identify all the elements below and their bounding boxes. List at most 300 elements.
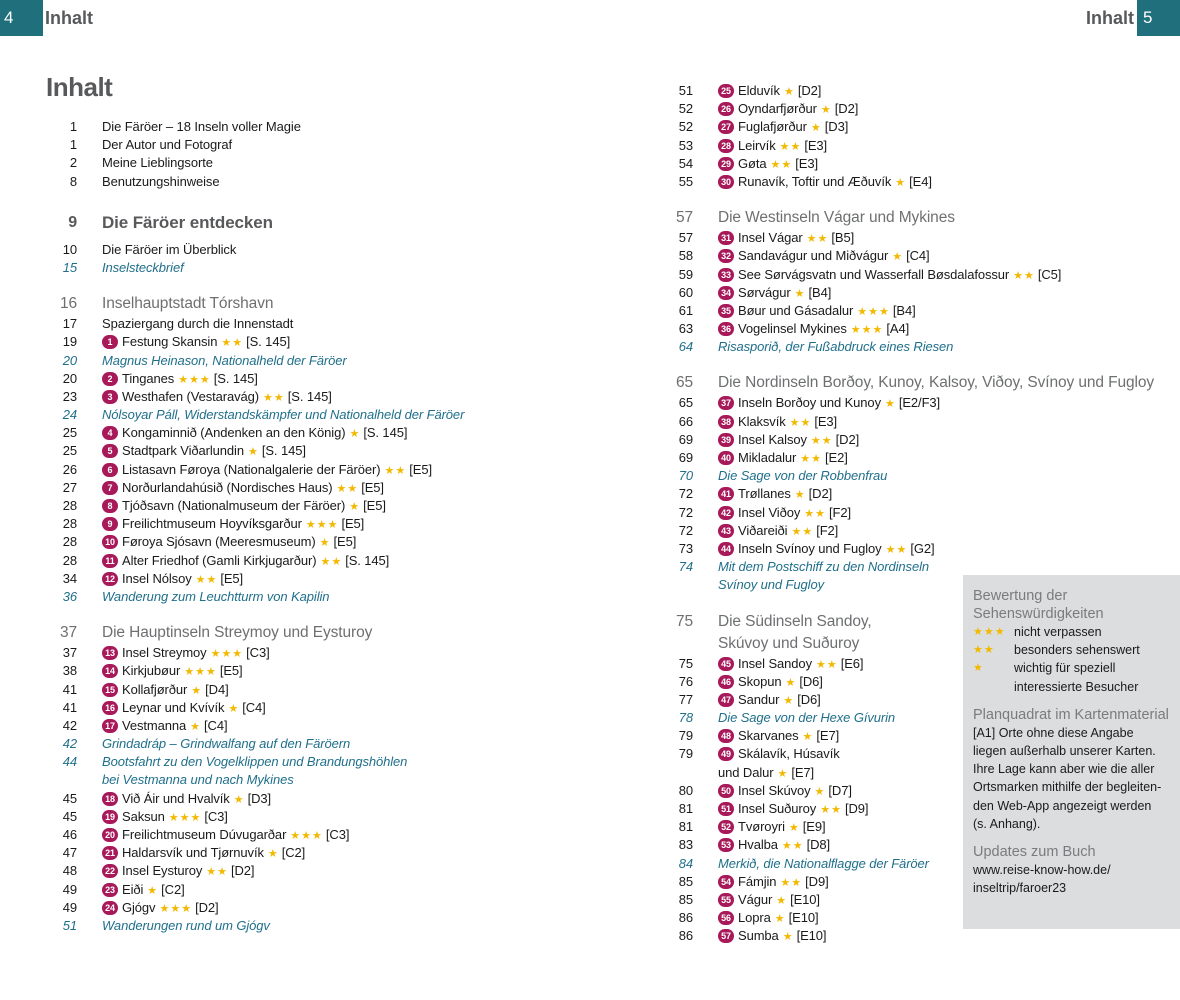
rating-legend-label: besonders sehenswert bbox=[1014, 643, 1140, 658]
toc-entry-title: Tvøroyri bbox=[738, 819, 785, 835]
toc-entry-title: Gjógv bbox=[122, 899, 156, 915]
rating-stars-icon: ★★ bbox=[789, 416, 812, 429]
toc-entry bbox=[662, 302, 1122, 320]
map-grid-reference: [E9] bbox=[802, 819, 826, 835]
left-header-label: Inhalt bbox=[45, 8, 93, 28]
rating-stars-icon: ★ bbox=[777, 767, 789, 780]
toc-entry-title: Vogelinsel Mykines bbox=[738, 321, 847, 337]
toc-page-number: 58 bbox=[678, 248, 693, 264]
toc-entry-text bbox=[102, 424, 407, 443]
grid-legend-line: (s. Anhang). bbox=[973, 816, 1041, 831]
toc-entry bbox=[46, 497, 576, 515]
page-title: Inhalt bbox=[46, 72, 113, 102]
spacer bbox=[46, 277, 576, 293]
toc-page-number: 27 bbox=[62, 479, 77, 495]
rating-stars-icon: ★★ bbox=[195, 573, 218, 586]
toc-entry-text bbox=[102, 862, 254, 881]
sight-number-badge: 27 bbox=[718, 120, 734, 134]
toc-page-number: 37 bbox=[59, 624, 77, 642]
toc-entry bbox=[662, 449, 1122, 467]
rating-stars-icon: ★ bbox=[783, 86, 795, 98]
toc-page-number: 81 bbox=[678, 801, 693, 816]
toc-entry bbox=[662, 413, 1122, 431]
right-page-number: 5 bbox=[1143, 8, 1153, 27]
toc-entry-title: Haldarsvík und Tjørnuvík bbox=[122, 845, 264, 861]
toc-entry-text bbox=[102, 352, 347, 370]
toc-entry-title: Bootsfahrt zu den Vogelklippen und Brandungshöhlen bbox=[102, 754, 408, 770]
toc-entry-text bbox=[718, 118, 848, 137]
toc-entry bbox=[662, 173, 1122, 191]
toc-page-number: 17 bbox=[62, 316, 77, 332]
toc-feature-entry bbox=[46, 406, 576, 424]
toc-page-number: 78 bbox=[678, 710, 693, 726]
toc-entry-title: Fuglafjørður bbox=[738, 119, 807, 135]
toc-entry-text bbox=[718, 485, 832, 504]
left-page-number: 4 bbox=[4, 8, 14, 27]
toc-entry bbox=[662, 927, 1122, 945]
toc-entry-title: Saksun bbox=[122, 808, 165, 824]
map-grid-reference: [D7] bbox=[828, 782, 852, 798]
toc-entry-text bbox=[102, 552, 389, 571]
map-grid-reference: [E5] bbox=[361, 479, 384, 495]
toc-page-number: 20 bbox=[62, 352, 77, 368]
toc-entry-text bbox=[102, 753, 407, 771]
map-grid-reference: [S. 145] bbox=[345, 552, 390, 568]
toc-page-number: 28 bbox=[62, 516, 77, 532]
rating-stars-icon: ★★★ bbox=[184, 666, 217, 679]
toc-entry-title: Svínoy und Fugloy bbox=[718, 577, 824, 593]
map-grid-reference: [B4] bbox=[892, 302, 916, 318]
rating-legend-label: interessierte Besucher bbox=[1014, 679, 1139, 694]
toc-entry-text bbox=[102, 211, 273, 235]
toc-page-number: 61 bbox=[678, 302, 693, 318]
toc-entry-text bbox=[102, 622, 372, 644]
map-grid-reference: [E10] bbox=[788, 910, 819, 926]
toc-page-number: 72 bbox=[678, 486, 693, 502]
toc-entry-text bbox=[718, 836, 830, 855]
updates-url-line: www.reise-know-how.de/ bbox=[973, 863, 1111, 878]
toc-entry bbox=[46, 808, 576, 826]
sight-number-badge: 35 bbox=[718, 304, 734, 318]
toc-entry bbox=[46, 790, 576, 808]
toc-page-number: 75 bbox=[675, 612, 693, 630]
sight-number-badge: 44 bbox=[718, 542, 734, 556]
toc-page-number: 53 bbox=[678, 137, 693, 153]
toc-entry-text bbox=[718, 431, 859, 450]
rating-legend-label: wichtig für speziell bbox=[1014, 661, 1116, 676]
sight-number-badge: 40 bbox=[718, 451, 734, 465]
sight-number-badge: 57 bbox=[718, 929, 734, 943]
toc-page-number: 49 bbox=[62, 881, 77, 897]
toc-entry bbox=[662, 100, 1122, 118]
toc-entry-title: Kongaminnið (Andenken an den König) bbox=[122, 425, 346, 441]
map-grid-reference: [S. 145] bbox=[363, 425, 408, 441]
map-grid-reference: [E3] bbox=[804, 137, 828, 153]
toc-page-number: 20 bbox=[62, 370, 77, 386]
updates-title: Updates zum Buch bbox=[973, 844, 1096, 861]
map-grid-reference: [C5] bbox=[1037, 266, 1062, 282]
toc-page-number: 52 bbox=[678, 101, 693, 117]
rating-stars-icon: ★★ bbox=[815, 658, 838, 671]
rating-stars-icon: ★ bbox=[820, 104, 832, 117]
toc-entry-title: Wanderungen rund um Gjógv bbox=[102, 917, 270, 933]
legend-box bbox=[963, 575, 1180, 929]
toc-page-number: 16 bbox=[59, 295, 77, 313]
toc-entry-text bbox=[718, 818, 825, 837]
toc-entry-title: Inselhauptstadt Tórshavn bbox=[102, 295, 274, 313]
toc-entry bbox=[46, 552, 576, 570]
toc-feature-entry bbox=[46, 771, 576, 789]
toc-entry-text bbox=[102, 333, 290, 352]
toc-entry-text bbox=[718, 540, 934, 559]
sight-number-badge: 39 bbox=[718, 433, 734, 447]
rating-stars-icon: ★★★ bbox=[857, 305, 890, 318]
grid-legend-line: Ihre Lage kann aber wie die aller bbox=[973, 762, 1155, 777]
sight-number-badge: 28 bbox=[718, 139, 734, 153]
toc-entry-text bbox=[718, 137, 827, 156]
rating-stars-icon: ★ bbox=[794, 287, 806, 300]
sight-number-badge: 1 bbox=[102, 335, 118, 349]
toc-chapter-heading bbox=[46, 211, 576, 235]
toc-entry-text bbox=[718, 873, 829, 892]
toc-entry-title: Trøllanes bbox=[738, 486, 791, 502]
toc-entry-text bbox=[718, 558, 929, 576]
grid-legend-line: Ortsmarken mithilfe der begleiten- bbox=[973, 780, 1162, 795]
rating-stars-icon: ★★ bbox=[336, 482, 359, 495]
toc-page-number: 59 bbox=[678, 266, 693, 282]
map-grid-reference: [E6] bbox=[840, 655, 864, 671]
sight-number-badge: 21 bbox=[102, 846, 118, 860]
rating-stars-icon: ★ bbox=[895, 176, 907, 189]
toc-entry-title: Leynar und Kvívík bbox=[122, 699, 225, 715]
toc-entry-text bbox=[102, 241, 236, 259]
rating-stars-icon: ★★★ bbox=[290, 830, 323, 842]
toc-entry-title: Sørvágur bbox=[738, 284, 791, 300]
toc-entry-title: Freilichtmuseum Hoyvíksgarður bbox=[122, 516, 302, 532]
toc-entry-title: Listasavn Føroya (Nationalgalerie der Färöer) bbox=[122, 461, 381, 477]
rating-stars-icon: ★ bbox=[785, 676, 797, 689]
toc-entry bbox=[46, 699, 576, 717]
toc-entry-title: Insel Kalsoy bbox=[738, 431, 807, 447]
toc-entry bbox=[662, 137, 1122, 155]
toc-entry-text bbox=[718, 100, 858, 119]
rating-stars-icon: ★ bbox=[810, 122, 822, 135]
toc-section-heading bbox=[662, 372, 1155, 394]
toc-entry-text bbox=[102, 461, 432, 480]
toc-entry-text bbox=[102, 442, 306, 461]
toc-entry-title: Merkið, die Nationalflagge der Färöer bbox=[718, 855, 929, 871]
toc-page-number: 1 bbox=[69, 137, 77, 153]
rating-stars-icon: ★ bbox=[190, 720, 202, 733]
map-grid-reference: [E5] bbox=[409, 461, 432, 477]
toc-page-number: 49 bbox=[62, 899, 77, 915]
toc-page-number: 77 bbox=[678, 691, 693, 707]
toc-entry bbox=[46, 681, 576, 699]
sight-number-badge: 37 bbox=[718, 396, 734, 410]
spacer bbox=[662, 191, 1122, 207]
map-grid-reference: [F2] bbox=[816, 522, 839, 538]
toc-entry-text bbox=[718, 522, 838, 541]
toc-page-number: 10 bbox=[62, 241, 77, 257]
rating-stars-icon: ★★ bbox=[800, 453, 822, 465]
toc-entry-title: Insel Vágar bbox=[738, 230, 803, 246]
toc-entry bbox=[46, 173, 576, 191]
toc-entry bbox=[46, 154, 576, 172]
toc-entry bbox=[662, 284, 1122, 302]
toc-page-number: 25 bbox=[62, 425, 77, 441]
sight-number-badge: 48 bbox=[718, 729, 734, 743]
rating-legend-item bbox=[973, 623, 1180, 641]
rating-stars-icon: ★★ bbox=[791, 525, 814, 538]
sight-number-badge: 41 bbox=[718, 487, 734, 501]
toc-entry-title: Fámjin bbox=[738, 873, 777, 889]
toc-page-number: 79 bbox=[678, 728, 693, 744]
toc-entry-text bbox=[718, 266, 1061, 285]
toc-entry-text bbox=[718, 782, 852, 801]
map-grid-reference: [E2] bbox=[824, 450, 848, 465]
sight-number-badge: 31 bbox=[718, 231, 734, 245]
rating-stars-icon: ★ bbox=[349, 428, 361, 441]
map-grid-reference: [A4] bbox=[886, 321, 910, 337]
toc-entry bbox=[46, 662, 576, 680]
toc-page-number: 57 bbox=[678, 230, 693, 246]
map-grid-reference: [S. 145] bbox=[213, 370, 258, 386]
toc-entry bbox=[46, 333, 576, 351]
sight-number-badge: 11 bbox=[102, 554, 118, 568]
toc-entry-text bbox=[102, 406, 464, 424]
rating-stars-icon: ★ bbox=[191, 684, 203, 697]
map-grid-reference: [D3] bbox=[247, 790, 272, 806]
toc-page-number: 42 bbox=[62, 736, 77, 752]
toc-entry-text bbox=[102, 662, 243, 681]
toc-page-number: 54 bbox=[678, 155, 693, 171]
toc-page-number: 28 bbox=[62, 552, 77, 568]
map-grid-reference: [B5] bbox=[831, 230, 855, 246]
toc-page-number: 66 bbox=[678, 413, 693, 429]
toc-entry bbox=[46, 862, 576, 880]
toc-entry-text bbox=[102, 681, 229, 700]
sight-number-badge: 25 bbox=[718, 84, 734, 98]
toc-entry-title: Elduvík bbox=[738, 83, 780, 98]
toc-entry-title: Meine Lieblingsorte bbox=[102, 155, 213, 171]
toc-entry-title: Bøur und Gásadalur bbox=[738, 302, 854, 318]
rating-stars-icon: ★ bbox=[233, 793, 245, 806]
toc-entry-title: Hvalba bbox=[738, 837, 778, 853]
sight-number-badge: 50 bbox=[718, 784, 734, 798]
toc-page-number: 85 bbox=[678, 873, 693, 889]
toc-entry-text bbox=[718, 394, 940, 413]
sight-number-badge: 43 bbox=[718, 524, 734, 538]
toc-page-number: 72 bbox=[678, 504, 693, 520]
sight-number-badge: 32 bbox=[718, 249, 734, 263]
toc-entry-title: Eiði bbox=[122, 881, 144, 897]
toc-entry-title: Mit dem Postschiff zu den Nordinseln bbox=[718, 559, 929, 575]
map-grid-reference: [E2/F3] bbox=[898, 395, 941, 411]
sight-number-badge: 24 bbox=[102, 901, 118, 915]
toc-entry bbox=[46, 644, 576, 662]
sight-number-badge: 54 bbox=[718, 875, 734, 889]
toc-entry-title: Inseln Borðoy und Kunoy bbox=[738, 395, 881, 411]
toc-entry-text bbox=[102, 370, 258, 389]
toc-entry bbox=[662, 522, 1122, 540]
toc-page-number: 73 bbox=[678, 540, 693, 556]
rating-stars-icon: ★★ bbox=[206, 866, 228, 879]
rating-stars-icon: ★ bbox=[247, 446, 259, 459]
toc-page-number: 48 bbox=[62, 863, 77, 879]
toc-page-number: 79 bbox=[678, 746, 693, 762]
toc-entry-text bbox=[718, 764, 814, 783]
rating-stars-icon: ★★ bbox=[770, 158, 793, 171]
toc-entry-title: Die Hauptinseln Streymoy und Eysturoy bbox=[102, 624, 373, 642]
spacer bbox=[662, 356, 1122, 372]
sight-number-badge: 17 bbox=[102, 719, 118, 733]
toc-entry-title: Insel Skúvoy bbox=[738, 782, 811, 798]
map-grid-reference: [D9] bbox=[805, 873, 829, 889]
toc-entry bbox=[46, 533, 576, 551]
sight-number-badge: 46 bbox=[718, 675, 734, 689]
sight-number-badge: 26 bbox=[718, 102, 734, 116]
toc-entry-title: Alter Friedhof (Gamli Kirkjugarður) bbox=[122, 552, 317, 568]
toc-page-number: 37 bbox=[62, 645, 77, 661]
sight-number-badge: 47 bbox=[718, 693, 734, 707]
toc-entry-title: Lopra bbox=[738, 910, 771, 926]
toc-feature-entry bbox=[662, 558, 1122, 576]
map-grid-reference: [C3] bbox=[325, 827, 350, 842]
toc-entry-text bbox=[102, 479, 384, 498]
toc-page-number: 46 bbox=[62, 827, 77, 842]
toc-entry-text bbox=[102, 515, 364, 534]
toc-entry-title: Inselsteckbrief bbox=[102, 259, 184, 275]
toc-entry bbox=[46, 826, 576, 844]
toc-page-number: 42 bbox=[62, 717, 77, 733]
toc-entry-text bbox=[718, 745, 840, 763]
rating-stars-icon: ★★ bbox=[780, 876, 803, 889]
map-grid-reference: [E5] bbox=[363, 498, 386, 513]
map-grid-reference: [E10] bbox=[790, 891, 820, 907]
map-grid-reference: [E3] bbox=[814, 413, 838, 429]
rating-stars-icon: ★ bbox=[973, 662, 984, 675]
toc-entry-title: Spaziergang durch die Innenstadt bbox=[102, 316, 294, 332]
toc-feature-entry bbox=[46, 588, 576, 606]
toc-entry-title: Kollafjørður bbox=[122, 681, 188, 697]
rating-stars-icon: ★ bbox=[783, 694, 795, 707]
toc-entry-text bbox=[102, 154, 213, 172]
sight-number-badge: 13 bbox=[102, 646, 118, 660]
map-grid-reference: [C2] bbox=[281, 845, 306, 861]
toc-entry-title: Insel Eysturoy bbox=[122, 863, 203, 879]
toc-entry-title: Die Sage von der Hexe Gívurin bbox=[718, 710, 896, 726]
toc-entry-text bbox=[102, 717, 227, 736]
rating-stars-icon: ★★★ bbox=[305, 519, 339, 532]
toc-page-number: 75 bbox=[678, 655, 693, 671]
toc-page-number: 44 bbox=[62, 754, 77, 770]
toc-entry-text bbox=[102, 826, 349, 845]
map-grid-reference: [S. 145] bbox=[246, 334, 291, 350]
toc-entry-title: Við Áir und Hvalvík bbox=[122, 790, 230, 806]
toc-entry-title: Insel Viðoy bbox=[738, 504, 801, 520]
toc-page-number: 41 bbox=[62, 681, 77, 697]
sight-number-badge: 36 bbox=[718, 322, 734, 336]
toc-entry-title: und Dalur bbox=[718, 764, 774, 780]
toc-entry-title: Die Färöer – 18 Inseln voller Magie bbox=[102, 119, 301, 134]
toc-entry-title: Leirvík bbox=[738, 137, 776, 153]
toc-entry-text bbox=[102, 533, 356, 552]
sight-number-badge: 12 bbox=[102, 572, 118, 586]
toc-entry-text bbox=[718, 207, 955, 229]
toc-entry-title: Kirkjubøur bbox=[122, 663, 181, 679]
rating-stars-icon: ★ bbox=[892, 251, 904, 264]
toc-left-column bbox=[46, 118, 576, 935]
toc-entry-text bbox=[102, 735, 350, 753]
toc-page-number: 24 bbox=[62, 407, 77, 423]
toc-entry-text bbox=[102, 293, 273, 315]
toc-page-number: 23 bbox=[62, 388, 77, 404]
map-grid-reference: [D9] bbox=[844, 801, 869, 816]
toc-feature-entry bbox=[46, 259, 576, 277]
rating-legend-item bbox=[973, 678, 1180, 696]
toc-entry-text bbox=[102, 699, 266, 718]
map-grid-reference: [E5] bbox=[341, 516, 365, 532]
toc-entry-title: Die Nordinseln Borðoy, Kunoy, Kalsoy, Viðoy, Svínoy und Fugloy bbox=[718, 374, 1155, 392]
rating-stars-icon: ★ bbox=[782, 931, 794, 944]
sight-number-badge: 14 bbox=[102, 664, 118, 678]
spacer bbox=[46, 191, 576, 211]
toc-entry bbox=[662, 229, 1122, 247]
toc-entry-title: Festung Skansin bbox=[122, 334, 218, 350]
toc-page-number: 45 bbox=[62, 790, 77, 806]
toc-entry-text bbox=[718, 338, 953, 356]
map-grid-reference: [E5] bbox=[220, 570, 244, 586]
toc-entry-text bbox=[102, 118, 301, 136]
sight-number-badge: 30 bbox=[718, 175, 734, 189]
toc-entry-text bbox=[102, 173, 219, 191]
grid-legend-title: Planquadrat im Kartenmaterial bbox=[973, 706, 1169, 723]
map-grid-reference: [E5] bbox=[333, 534, 357, 550]
rating-stars-icon: ★★ bbox=[810, 434, 833, 447]
map-grid-reference: [D8] bbox=[806, 837, 831, 853]
sight-number-badge: 8 bbox=[102, 499, 118, 513]
map-grid-reference: [E7] bbox=[816, 728, 840, 744]
toc-entry bbox=[46, 717, 576, 735]
toc-page-number: 1 bbox=[69, 119, 77, 134]
toc-entry-title: Westhafen (Vestaravág) bbox=[122, 388, 260, 404]
right-page-number-tab bbox=[1137, 0, 1180, 36]
map-grid-reference: [B4] bbox=[808, 284, 832, 300]
toc-entry-text bbox=[102, 259, 184, 277]
rating-stars-icon: ★★ bbox=[781, 840, 804, 853]
map-grid-reference: [C3] bbox=[246, 645, 270, 661]
toc-entry-text bbox=[718, 247, 930, 266]
toc-entry-title: Vestmanna bbox=[122, 717, 187, 733]
rating-legend-label: nicht verpassen bbox=[1014, 625, 1102, 639]
toc-page-number: 47 bbox=[62, 845, 77, 861]
toc-entry-title: Nólsoyar Páll, Widerstandskämpfer und Nationalheld der Färöer bbox=[102, 407, 465, 423]
toc-entry bbox=[662, 82, 1122, 100]
toc-entry-title: Insel Sandoy bbox=[738, 655, 812, 671]
map-grid-reference: [C4] bbox=[906, 248, 930, 264]
toc-page-number: 38 bbox=[62, 663, 77, 679]
toc-entry bbox=[46, 442, 576, 460]
toc-entry bbox=[662, 485, 1122, 503]
toc-feature-entry bbox=[46, 753, 576, 771]
toc-entry-text bbox=[718, 372, 1154, 394]
toc-entry-text bbox=[718, 655, 863, 674]
toc-entry bbox=[46, 241, 576, 259]
toc-page-number: 76 bbox=[678, 673, 693, 689]
rating-stars-icon: ★★ bbox=[820, 804, 842, 816]
toc-page-number: 65 bbox=[675, 374, 693, 392]
toc-entry-title: Der Autor und Fotograf bbox=[102, 137, 233, 153]
